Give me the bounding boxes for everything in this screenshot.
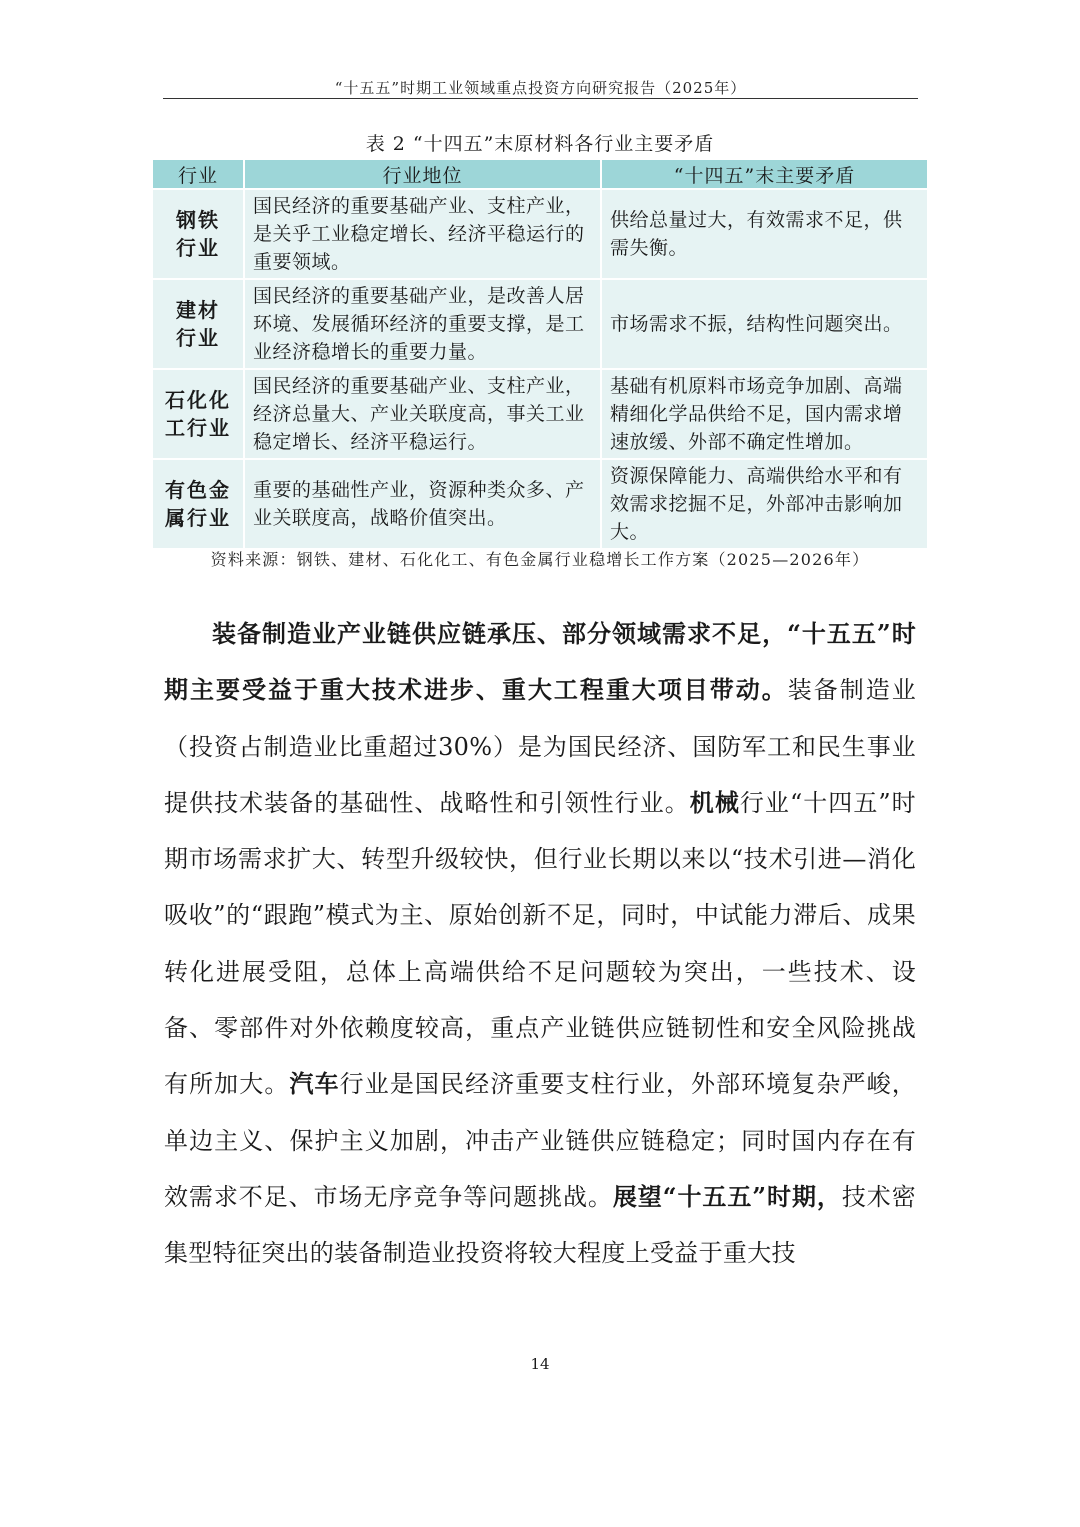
table-row [153,279,927,369]
body-paragraph [164,606,916,1282]
page-header: “十五五”时期工业领域重点投资方向研究报告（2025年） [334,79,747,97]
cell-industry: 建材 行业 [153,279,244,369]
table-caption: 表 2 “十四五”末原材料各行业主要矛盾 [365,133,715,155]
table-source-note: 资料来源：钢铁、建材、石化化工、有色金属行业稳增长工作方案（2025—2026年） [210,550,870,569]
paragraph-text: 技术密集型特征突出的装备制造业投资将较大程度上受益于重大技 [164,1182,917,1268]
table-row [153,189,927,279]
cell-status: 国民经济的重要基础产业，是改善人居环境、发展循环经济的重要支撑，是工业经济稳增长的重要力量。 [244,279,601,369]
header-conflict: “十四五”末主要矛盾 [601,160,927,189]
bold-term-machinery: 机械 [689,787,740,817]
cell-status: 重要的基础性产业，资源种类众多、产业关联度高，战略价值突出。 [244,459,601,548]
page-number: 14 [530,1355,550,1373]
paragraph-text: 行业是国民经济重要支柱行业，外部环境复杂严峻，单边主义、保护主义加剧，冲击产业链供应链稳定；同时国内存在有效需求不足、市场无序竞争等问题挑战。 [164,1070,916,1211]
cell-conflict: 基础有机原料市场竞争加剧、高端精细化学品供给不足，国内需求增速放缓、外部不确定性增加。 [601,369,927,459]
cell-status: 国民经济的重要基础产业、支柱产业，经济总量大、产业关联度高，事关工业稳定增长、经济平稳运行。 [244,369,601,459]
bold-lead-sentence: 装备制造业产业链供应链承压、部分领域需求不足，“十五五”时期主要受益于重大技术进步、重大工程重大项目带动。 [164,619,916,705]
table-row [153,459,927,548]
cell-industry: 钢铁 行业 [153,189,244,279]
materials-table [153,160,927,548]
table-header-row [153,160,927,189]
cell-conflict: 供给总量过大，有效需求不足，供需失衡。 [601,189,927,279]
paragraph-text: 装备制造业（投资占制造业比重超过30%）是为国民经济、国防军工和民生事业提供技术装备的基础性、战略性和引领性行业。 [164,676,917,817]
bold-term-auto: 汽车 [289,1069,340,1099]
cell-status: 国民经济的重要基础产业、支柱产业，是关乎工业稳定增长、经济平稳运行的重要领域。 [244,189,601,279]
cell-industry: 石化化 工行业 [153,369,244,459]
cell-conflict: 市场需求不振，结构性问题突出。 [601,279,927,369]
cell-conflict: 资源保障能力、高端供给水平和有效需求挖掘不足，外部冲击影响加大。 [601,459,927,548]
bold-outlook: 展望“十五五”时期， [612,1181,842,1211]
header-rule [163,98,918,99]
header-status: 行业地位 [244,160,601,189]
table-row [153,369,927,459]
header-industry: 行业 [153,160,244,189]
cell-industry: 有色金 属行业 [153,459,244,548]
paragraph-text: 行业“十四五”时期市场需求扩大、转型升级较快，但行业长期以来以“技术引进—消化吸收”的“跟跑”模式为主、原始创新不足，同时，中试能力滞后、成果转化进展受阻，总体上高端供给不足问题较为突出，一些技术、设备、零部件对外依赖度较高，重点产业链供应链韧性和安全风险挑战有所加大。 [164,788,916,1099]
